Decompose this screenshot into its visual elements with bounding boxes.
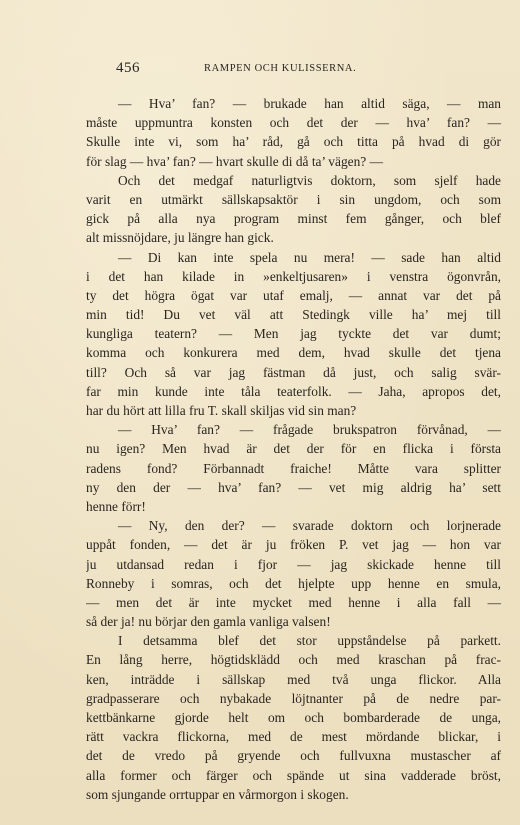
text-line: gick på alla nya program minst fem gånger, och blef xyxy=(86,211,501,227)
text-line: komma och konkurera med dem, hvad skulle det tjena xyxy=(86,345,501,361)
text-line: ty det högra ögat var utaf emalj, — annat var det på xyxy=(86,287,501,303)
page-number: 456 xyxy=(116,60,140,76)
text-line: — Ny, den der? — svarade doktorn och lorjnerade xyxy=(118,518,501,534)
text-line: ny den der — hva’ fan? — vet mig aldrig ha’ sett xyxy=(86,479,501,495)
text-line: — Hva’ fan? — frågade brukspatron förvånad, — xyxy=(118,422,501,438)
text-line: radens fond? Förbannadt fraiche! Måtte vara splitter xyxy=(86,460,501,476)
text-line: kettbänkarne gjorde helt om och bombarderade de unga, xyxy=(86,710,501,725)
text-line: Ronneby i somras, och det hjelpte upp henne en smula, xyxy=(86,575,501,591)
text-line: Och det medgaf naturligtvis doktorn, som sjelf hade xyxy=(118,172,501,188)
text-line: Skulle inte vi, som ha’ råd, gå och titta på hvad di gör xyxy=(86,134,501,150)
text-line: till? Och så var jag fästman då just, och salig svär- xyxy=(86,364,501,380)
text-line: alt missnöjdare, ju längre han gick. xyxy=(86,230,274,246)
text-line: det de vredo på gryende och fullvuxna mustascher af xyxy=(86,748,501,764)
text-line: — men det är inte mycket med henne i alla fall — xyxy=(86,594,501,610)
text-line: far min kunde inte tåla teaterfolk. — Jaha, apropos det, xyxy=(86,383,501,399)
text-line: uppåt fonden, — det är ju fröken P. vet jag — hon var xyxy=(86,537,501,553)
text-line: har du hört att lilla fru T. skall skiljas vid sin man? xyxy=(86,403,357,418)
text-line: så der ja! nu börjar den gamla vanliga valsen! xyxy=(86,614,331,630)
text-line: gradpasserare och nybakade löjtnanter på de nedre par- xyxy=(86,690,501,706)
text-line: varit en utmärkt sällskapsaktör i sin ungdom, och som xyxy=(86,191,501,207)
text-line: henne förr! xyxy=(86,498,146,514)
text-line: måste uppmuntra konsten och det der — hva’ fan? — xyxy=(86,115,501,131)
page-header xyxy=(86,60,446,82)
text-line: min tid! Du vet väl att Stedingk ville ha’ mej till xyxy=(86,307,501,323)
text-line: En lång herre, högtidsklädd och med kraschan på frac- xyxy=(86,652,501,668)
text-line: ju utdansad redan i fjor — jag skickade henne till xyxy=(86,556,501,572)
text-line: i det han kilade in »enkeltjusaren» i venstra ögonvrån, xyxy=(86,268,501,284)
text-line: ken, inträdde i sällskap med två unga flickor. Alla xyxy=(86,671,501,687)
text-line: I detsamma blef det stor uppståndelse på parkett. xyxy=(118,633,501,649)
body-text xyxy=(86,94,501,804)
text-line: rätt vackra flickorna, med de mest mördande blickar, i xyxy=(86,729,501,745)
running-head: RAMPEN OCH KULISSERNA. xyxy=(204,63,357,74)
text-line: nu igen? Men hvad är det der för en flicka i första xyxy=(86,441,501,457)
text-line: — Di kan inte spela nu mera! — sade han altid xyxy=(118,249,501,265)
text-line: alla former och färger och spände ut sina vadderade bröst, xyxy=(86,767,501,783)
text-line: för slag — hva’ fan? — hvart skulle di då ta’ vägen? — xyxy=(86,153,383,169)
text-line: som sjungande orrtuppar en vårmorgon i skogen. xyxy=(86,786,349,802)
text-line: — Hva’ fan? — brukade han altid säga, — man xyxy=(118,96,501,111)
text-line: kungliga teatern? — Men jag tyckte det var dumt; xyxy=(86,326,501,342)
